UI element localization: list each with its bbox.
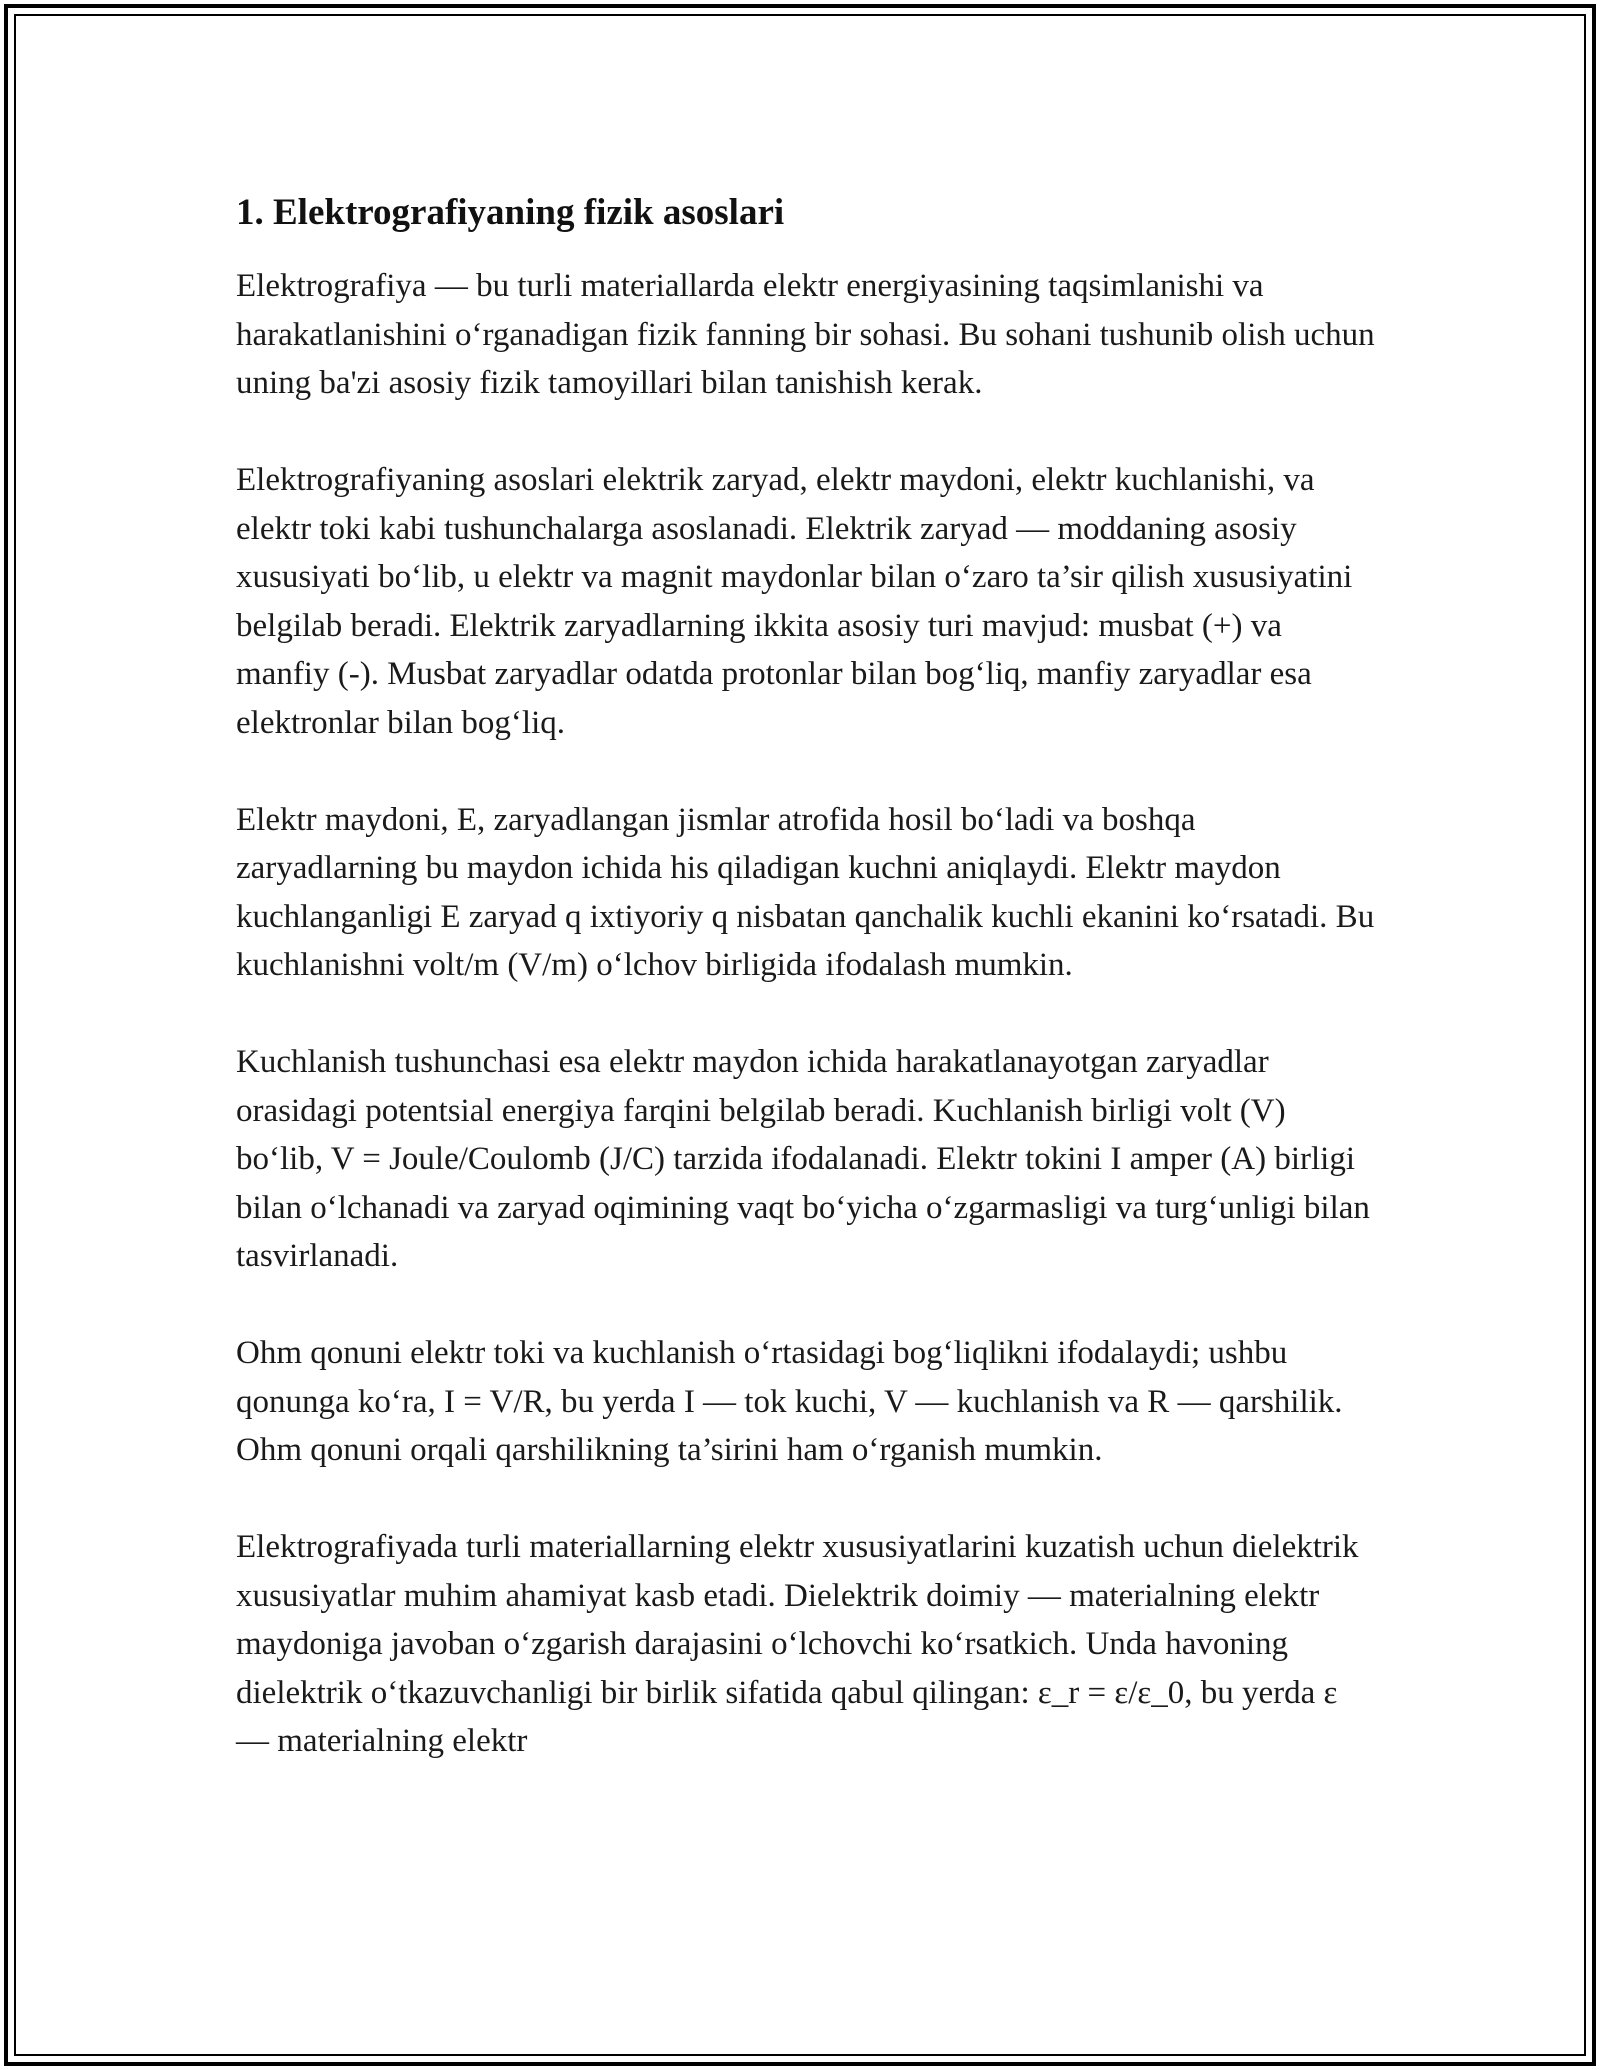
paragraph-intro: Elektrografiya — bu turli materiallarda elektr energiyasining taqsimlanishi va harakatlanishini oʻrganadigan fizik fanning bir sohasi. Bu sohani tushunib olish uchun uning ba'zi asosiy fizik tamoyillari bilan tanishish kerak. bbox=[236, 268, 1375, 401]
document-body bbox=[236, 188, 1376, 1814]
paragraph-electric-charge: Elektrografiyaning asoslari elektrik zaryad, elektr maydoni, elektr kuchlanishi, va elektr toki kabi tushunchalarga asoslanadi. Elektrik zaryad — moddaning asosiy xususiyati boʻlib, u elektr va magnit maydonlar bilan oʻzaro ta’sir qilish xususiyatini belgilab beradi. Elektrik zaryadlarning ikkita asosiy turi mavjud: musbat (+) va manfiy (-). Musbat zaryadlar odatda protonlar bilan bogʻliq, manfiy zaryadlar esa elektronlar bilan bogʻliq. bbox=[236, 462, 1353, 741]
paragraph-dielectric: Elektrografiyada turli materiallarning elektr xususiyatlarini kuzatish uchun dielektrik xususiyatlar muhim ahamiyat kasb etadi. Dielektrik doimiy — materialning elektr maydoniga javoban oʻzgarish darajasini oʻlchovchi koʻrsatkich. Unda havoning dielektrik oʻtkazuvchanligi bir birlik sifatida qabul qilingan: ε_r = ε/ε_0, bu yerda ε — materialning elektr bbox=[236, 1529, 1359, 1759]
paragraph-voltage: Kuchlanish tushunchasi esa elektr maydon ichida harakatlanayotgan zaryadlar orasidagi potentsial energiya farqini belgilab beradi. Kuchlanish birligi volt (V) boʻlib, V = Joule/Coulomb (J/C) tarzida ifodalanadi. Elektr tokini I amper (A) birligi bilan oʻlchanadi va zaryad oqimining vaqt boʻyicha oʻzgarmasligi va turgʻunligi bilan tasvirlanadi. bbox=[236, 1044, 1370, 1274]
paragraph-electric-field: Elektr maydoni, E, zaryadlangan jismlar atrofida hosil boʻladi va boshqa zaryadlarning bu maydon ichida his qiladigan kuchni aniqlaydi. Elektr maydon kuchlanganligi E zaryad q ixtiyoriy q nisbatan qanchalik kuchli ekanini koʻrsatadi. Bu kuchlanishni volt/m (V/m) oʻlchov birligida ifodalash mumkin. bbox=[236, 801, 1375, 983]
section-heading: 1. Elektrografiyaning fizik asoslari bbox=[236, 192, 785, 233]
paragraph-ohms-law: Ohm qonuni elektr toki va kuchlanish oʻrtasidagi bogʻliqlikni ifodalaydi; ushbu qonunga koʻra, I = V/R, bu yerda I — tok kuchi, V — kuchlanish va R — qarshilik. Ohm qonuni orqali qarshilikning ta’sirini ham oʻrganish mumkin. bbox=[236, 1335, 1343, 1468]
